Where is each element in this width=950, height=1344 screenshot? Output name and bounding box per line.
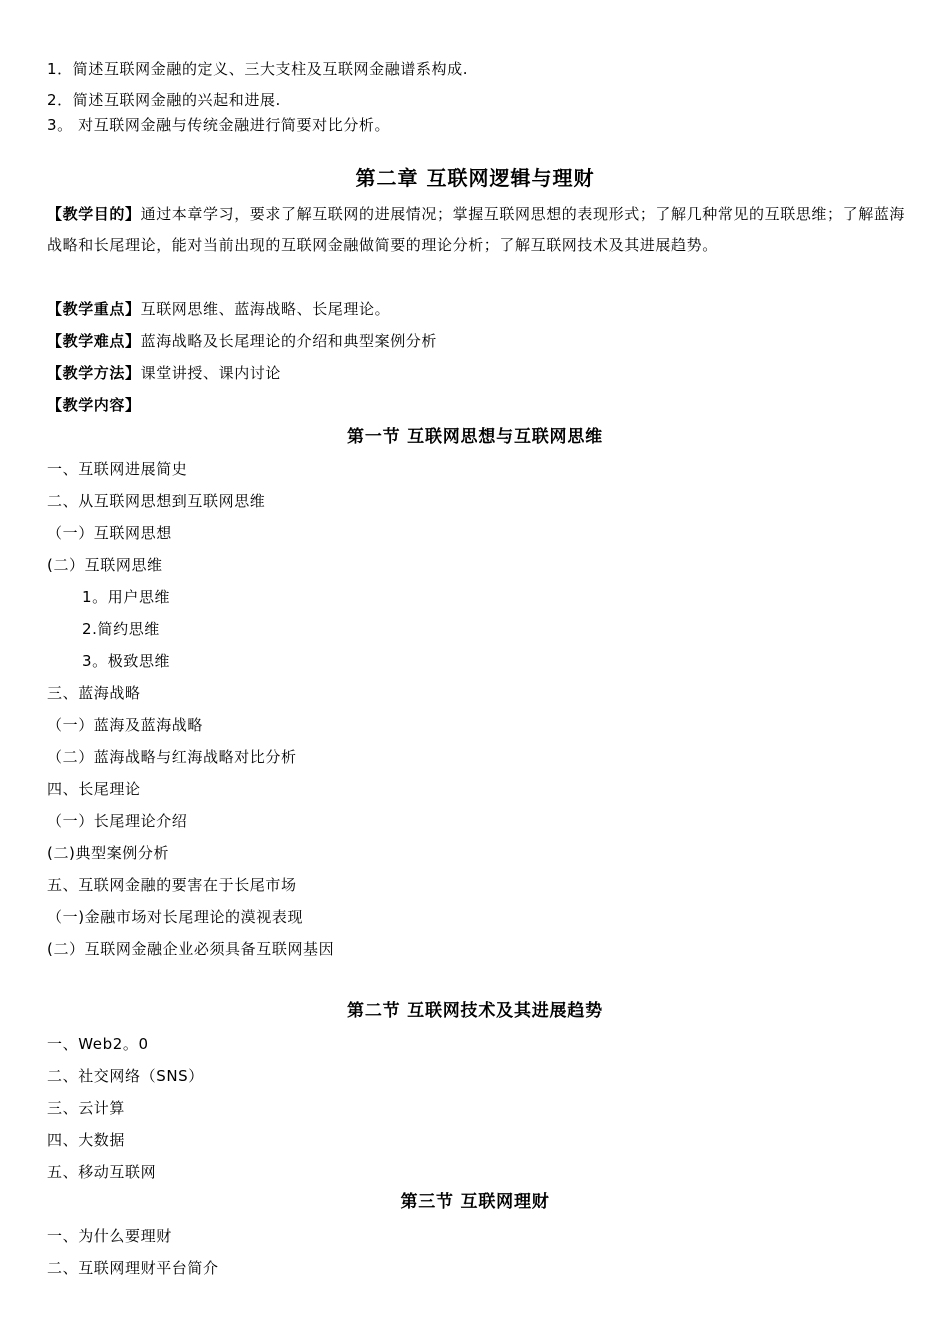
- section3-title: 第三节 互联网理财: [400, 1192, 550, 1212]
- teaching-goal-label: 【教学目的】: [47, 205, 141, 223]
- outline-item: 四、长尾理论: [47, 780, 141, 798]
- teaching-goal-paragraph: [47, 199, 907, 261]
- teaching-difficulty: [47, 331, 437, 351]
- outline-item: 1。用户思维: [82, 588, 171, 606]
- section2-title: 第二节 互联网技术及其进展趋势: [347, 1001, 603, 1021]
- teaching-method: [47, 363, 281, 383]
- outline-item: 一、互联网进展简史: [47, 460, 188, 478]
- outline-item: (二）互联网思维: [47, 556, 163, 574]
- outline-item: 五、互联网金融的要害在于长尾市场: [47, 876, 297, 894]
- outline-item: （二）蓝海战略与红海战略对比分析: [47, 748, 297, 766]
- outline-item: (二）互联网金融企业必须具备互联网基因: [47, 940, 335, 958]
- outline-item: 一、为什么要理财: [47, 1227, 172, 1245]
- review-question-2: 2．简述互联网金融的兴起和进展.: [47, 91, 281, 109]
- outline-item: 二、从互联网思想到互联网思维: [47, 492, 266, 510]
- outline-item: （一）长尾理论介绍: [47, 812, 188, 830]
- chapter-title: 第二章 互联网逻辑与理财: [355, 166, 595, 190]
- outline-item: 一、Web2。0: [47, 1035, 149, 1053]
- teaching-method-label: 【教学方法】: [47, 364, 141, 382]
- outline-item: 五、移动互联网: [47, 1163, 157, 1181]
- teaching-content-label: 【教学内容】: [47, 396, 141, 414]
- review-question-1: 1．简述互联网金融的定义、三大支柱及互联网金融谱系构成.: [47, 60, 469, 78]
- outline-item: 二、互联网理财平台简介: [47, 1259, 219, 1277]
- teaching-focus: [47, 299, 390, 319]
- outline-item: 3。极致思维: [82, 652, 171, 670]
- outline-item: 2.简约思维: [82, 620, 160, 638]
- teaching-focus-text: 互联网思维、蓝海战略、长尾理论。: [140, 300, 391, 318]
- teaching-difficulty-text: 蓝海战略及长尾理论的介绍和典型案例分析: [140, 332, 438, 350]
- section1-title: 第一节 互联网思想与互联网思维: [347, 427, 603, 447]
- review-question-3: 3。 对互联网金融与传统金融进行简要对比分析。: [47, 116, 391, 134]
- outline-item: 四、大数据: [47, 1131, 126, 1149]
- teaching-focus-label: 【教学重点】: [47, 300, 141, 318]
- teaching-difficulty-label: 【教学难点】: [47, 332, 141, 350]
- outline-item: (二)典型案例分析: [47, 844, 170, 862]
- teaching-goal-text: 通过本章学习，要求了解互联网的进展情况；掌握互联网思想的表现形式；了解几种常见的互联思维；了解蓝海战略和长尾理论，能对当前出现的互联网金融做简要的理论分析；了解互联网技术及其进展趋势。: [47, 205, 906, 254]
- outline-item: 三、云计算: [47, 1099, 126, 1117]
- teaching-method-text: 课堂讲授、课内讨论: [140, 364, 282, 382]
- outline-item: 三、蓝海战略: [47, 684, 141, 702]
- outline-item: 二、社交网络（SNS）: [47, 1067, 204, 1085]
- outline-item: （一）蓝海及蓝海战略: [47, 716, 204, 734]
- outline-item: （一)金融市场对长尾理论的漠视表现: [47, 908, 304, 926]
- outline-item: （一）互联网思想: [47, 524, 172, 542]
